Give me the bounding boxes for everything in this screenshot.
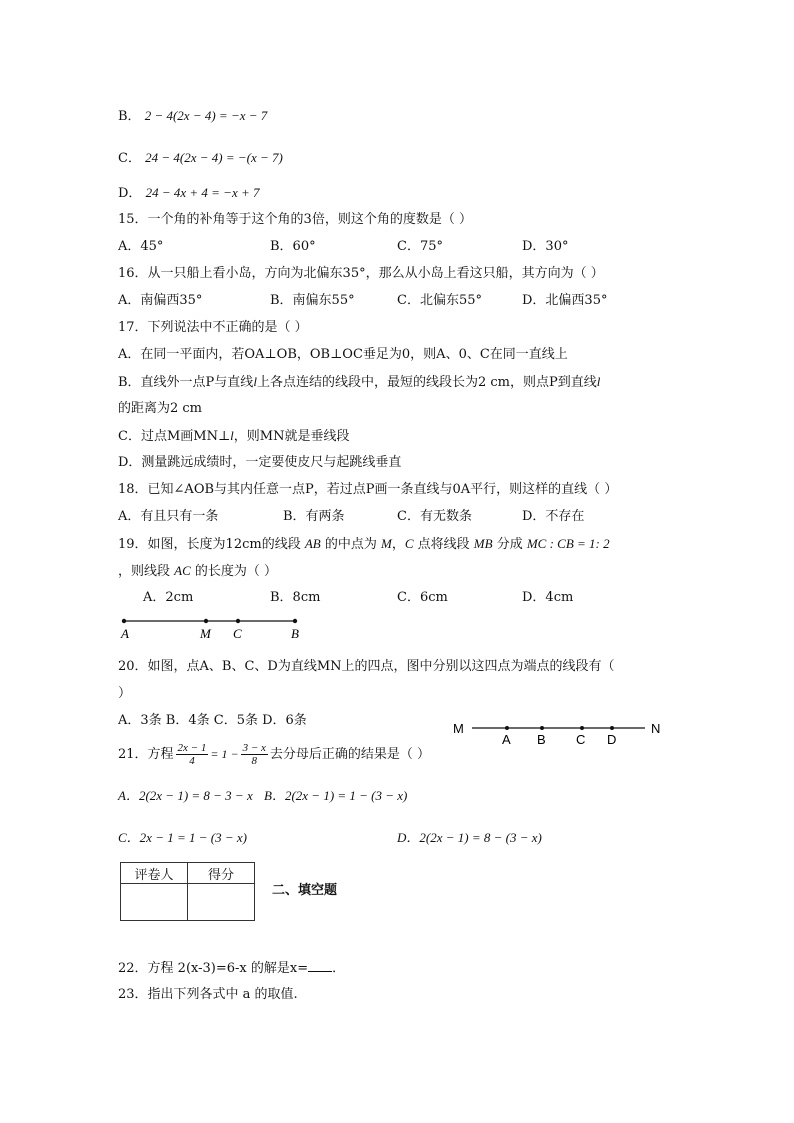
q17-option-b-cont: 的距离为2 cm (118, 401, 203, 416)
q17-option-a: A．在同一平面内，若OA⊥OB，OB⊥OC垂足为0，则A、0、C在同一直线上 (118, 347, 568, 362)
fraction-1 (176, 742, 209, 767)
answer-blank (308, 959, 332, 972)
point-m: M (380, 536, 392, 551)
label-m: M (453, 721, 464, 736)
q18-option-a: A．有且只有一条 (118, 509, 219, 524)
text: 的中点为 (320, 537, 381, 552)
q18-option-b: B．有两条 (283, 509, 345, 524)
option-label: C． (118, 151, 141, 166)
line-l: l (596, 374, 601, 389)
q19-option-b: B．8cm (270, 590, 321, 605)
q19-option-d: D．4cm (522, 590, 574, 605)
label-m: M (200, 626, 211, 641)
grader-header: 评卷人 (121, 863, 188, 884)
text: 上各点连结的线段中，最短的线段长为2 cm，则点P到直线 (256, 375, 597, 390)
label-n: N (651, 721, 661, 736)
label-b: B (291, 626, 299, 641)
text: ，则MN就是垂线段 (233, 429, 350, 444)
point-c-dot (236, 619, 240, 623)
q17-option-d: D．测量跳远成绩时，一定要使皮尺与起跳线垂直 (118, 455, 402, 470)
q15-option-d: D．30° (522, 239, 569, 254)
q19-stem-cont (118, 562, 277, 581)
option-label: D． (118, 186, 142, 201)
text: B．直线外一点P与直线 (118, 375, 254, 390)
q18-option-c: C．有无数条 (397, 509, 472, 524)
text: C．过点M画MN⊥ (118, 429, 231, 444)
q21-option-d: D．2(2x − 1) = 8 − (3 − x) (397, 830, 542, 845)
equation: 24 − 4x + 4 = −x + 7 (145, 185, 260, 200)
point-d-dot (610, 726, 614, 730)
text: ， (391, 537, 405, 552)
q18-stem: 18．已知∠AOB与其内任意一点P，若过点P画一条直线与0A平行，则这样的直线（ ） (118, 482, 618, 497)
q21-option-a: A．2(2x − 1) = 8 − 3 − x (118, 788, 253, 803)
q20-figure (450, 718, 670, 748)
text: 分成 (492, 537, 527, 552)
q19-option-c: C．6cm (397, 590, 448, 605)
segment-ac: AC (174, 563, 191, 578)
text: = 1 − (210, 747, 239, 761)
label-c: C (576, 732, 586, 747)
q20-stem-cont: ） (118, 686, 132, 701)
q16-stem: 16．从一只船上看小岛，方向为北偏东35°，那么从小岛上看这只船，其方向为（ ） (118, 266, 604, 281)
point-a-dot (505, 726, 509, 730)
q22-stem (118, 959, 345, 978)
line-l: l (253, 374, 257, 389)
score-cell (188, 884, 255, 921)
numerator: 3 − x (242, 742, 266, 754)
text: 去分母后正确的结果是（ ） (269, 747, 431, 762)
q17-option-c (118, 427, 349, 446)
text: 19．如图，长度为12cm的线段 (118, 537, 305, 552)
q17-stem: 17．下列说法中不正确的是（ ） (118, 320, 308, 335)
q18-option-d: D．不存在 (522, 509, 585, 524)
text: 点将线段 (413, 537, 474, 552)
segment-mb: MB (473, 536, 493, 551)
q15-option-c: C．75° (397, 239, 443, 254)
text: 的长度为（ ） (190, 564, 278, 579)
ratio: MC : CB = 1: 2 (526, 536, 610, 551)
q14-option-c (118, 149, 283, 168)
q16-option-a: A．南偏西35° (118, 293, 203, 308)
q21-stem (118, 740, 430, 769)
q15-option-a: A．45° (118, 239, 164, 254)
label-a: A (502, 732, 511, 747)
q16-option-b: B．南偏东55° (270, 293, 355, 308)
q17-option-b (118, 373, 600, 392)
q23-stem: 23．指出下列各式中 a 的取值. (118, 987, 298, 1002)
label-d: D (607, 732, 617, 747)
q20-stem: 20．如图，点A、B、C、D为直线MN上的四点，图中分别以这四点为端点的线段有（ (118, 659, 615, 674)
text: ，则线段 (118, 564, 175, 579)
point-a-dot (122, 619, 126, 623)
score-header: 得分 (188, 863, 255, 884)
q20-options: A．3条 B．4条 C．5条 D．6条 (118, 713, 307, 728)
section-heading: 二、填空题 (272, 883, 338, 898)
q21-option-c: C．2x − 1 = 1 − (3 − x) (118, 830, 247, 845)
label-a: A (121, 626, 129, 641)
q15-option-b: B．60° (270, 239, 316, 254)
option-label: B． (118, 109, 141, 124)
point-b-dot (293, 619, 297, 623)
line-l: l (230, 428, 234, 443)
q14-option-b (118, 107, 267, 126)
equation: 24 − 4(2x − 4) = −(x − 7) (145, 150, 283, 165)
q19-stem (118, 535, 610, 554)
q19-figure (110, 612, 320, 644)
fraction-2 (241, 742, 268, 767)
text: 21．方程 (118, 747, 174, 762)
denominator: 8 (251, 755, 257, 767)
label-b: B (537, 732, 546, 747)
grading-table (120, 862, 255, 921)
grader-cell (121, 884, 188, 921)
text: 22．方程 2(x-3)=6-x 的解是x= (118, 961, 309, 976)
q19-option-a: A．2cm (143, 590, 194, 605)
q14-option-d (118, 184, 259, 203)
point-m-dot (204, 619, 208, 623)
point-c-dot (580, 726, 584, 730)
numerator: 2x − 1 (177, 742, 207, 754)
label-c: C (233, 626, 242, 641)
text: ． (332, 961, 346, 976)
point-c: C (404, 536, 414, 551)
segment-ab: AB (304, 536, 321, 551)
equation: 2 − 4(2x − 4) = −x − 7 (144, 108, 268, 123)
q21-option-b: B．2(2x − 1) = 1 − (3 − x) (264, 788, 408, 803)
point-b-dot (540, 726, 544, 730)
denominator: 4 (189, 755, 195, 767)
q15-stem: 15．一个角的补角等于这个角的3倍，则这个角的度数是（ ） (118, 212, 472, 227)
q16-option-d: D．北偏西35° (522, 293, 608, 308)
q16-option-c: C．北偏东55° (397, 293, 482, 308)
